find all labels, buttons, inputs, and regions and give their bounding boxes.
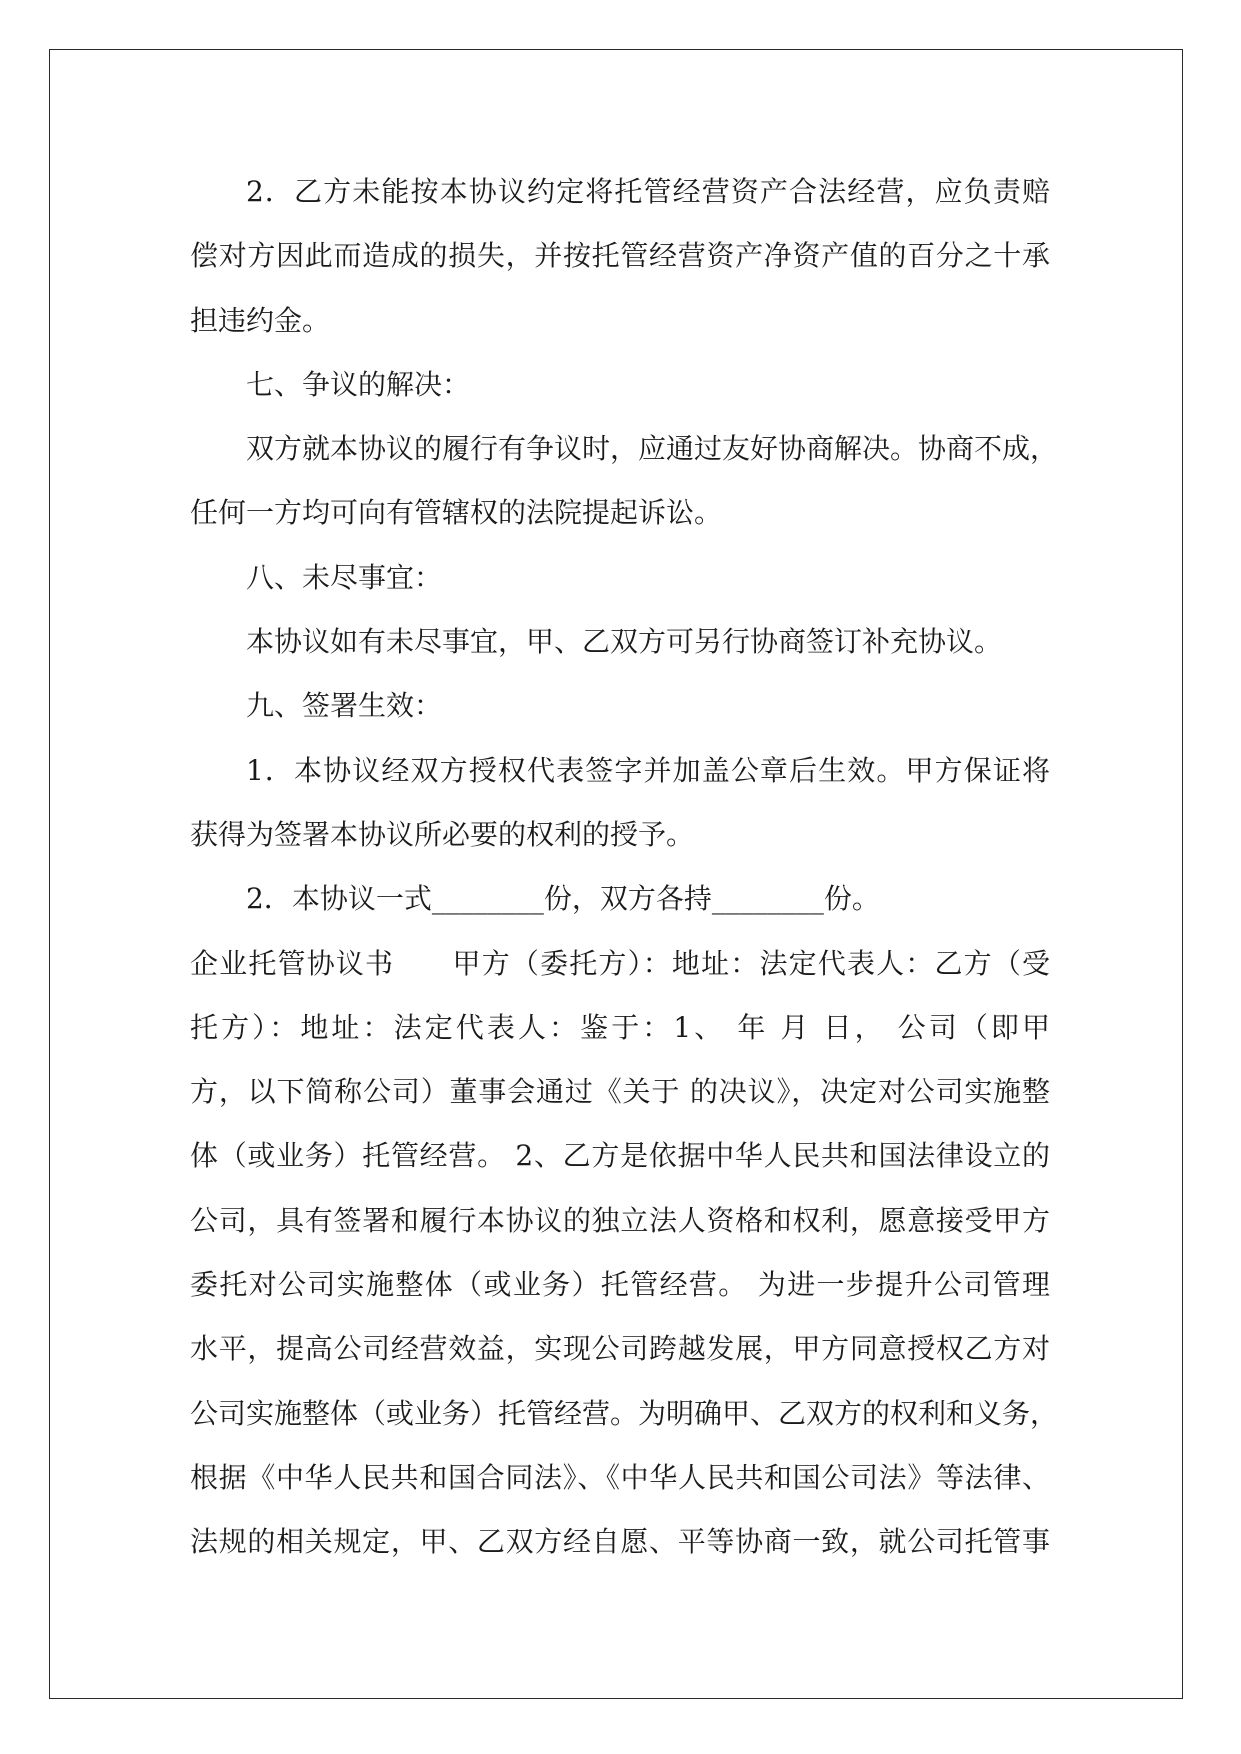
clause-9-1 bbox=[190, 739, 1050, 868]
text-line: 本协议如有未尽事宜，甲、乙双方可另行协商签订补充协议。 bbox=[246, 625, 1003, 659]
text-line: 双方就本协议的履行有争议时，应通过友好协商解决。协商不成， bbox=[246, 432, 1059, 466]
section-heading: 九、签署生效： bbox=[246, 689, 443, 723]
text-line: 担违约金。 bbox=[190, 303, 331, 337]
heading-dispute-resolution bbox=[190, 353, 1050, 417]
text-line: 托方）：地址：法定代表人：鉴于：1、 年 月 日， 公司（即甲 bbox=[190, 1010, 1050, 1044]
heading-signing-effect bbox=[190, 674, 1050, 738]
text-line: 2．本协议一式________份，双方各持________份。 bbox=[246, 882, 880, 916]
document-body bbox=[190, 160, 1059, 1575]
text-line: 水平，提高公司经营效益，实现公司跨越发展，甲方同意授权乙方对 bbox=[190, 1332, 1050, 1366]
text-line: 公司实施整体（或业务）托管经营。为明确甲、乙双方的权利和义务， bbox=[190, 1396, 1059, 1430]
text-line: 法规的相关规定，甲、乙双方经自愿、平等协商一致，就公司托管事 bbox=[190, 1525, 1050, 1559]
text-line: 公司，具有签署和履行本协议的独立法人资格和权利，愿意接受甲方 bbox=[190, 1203, 1050, 1237]
text-line: 偿对方因此而造成的损失，并按托管经营资产净资产值的百分之十承 bbox=[190, 239, 1050, 273]
section-heading: 八、未尽事宜： bbox=[246, 560, 443, 594]
text-line: 1．本协议经双方授权代表签字并加盖公章后生效。甲方保证将 bbox=[246, 753, 1050, 787]
heading-outstanding-matters bbox=[190, 546, 1050, 610]
text-line: 任何一方均可向有管辖权的法院提起诉讼。 bbox=[190, 496, 723, 530]
text-line: 委托对公司实施整体（或业务）托管经营。 为进一步提升公司管理 bbox=[190, 1268, 1050, 1302]
section-heading: 七、争议的解决： bbox=[246, 367, 471, 401]
text-line: 获得为签署本协议所必要的权利的授予。 bbox=[190, 817, 695, 851]
text-line: 根据《中华人民共和国合同法》、《中华人民共和国公司法》等法律、 bbox=[190, 1460, 1050, 1494]
clause-8-body bbox=[190, 610, 1050, 674]
clause-7-body bbox=[190, 417, 1059, 546]
clause-9-2 bbox=[190, 867, 1050, 931]
text-line: 2．乙方未能按本协议约定将托管经营资产合法经营，应负责赔 bbox=[246, 175, 1050, 208]
agreement-intro bbox=[190, 932, 1059, 1575]
clause-6-2 bbox=[190, 160, 1050, 353]
text-line: 体（或业务）托管经营。 2、乙方是依据中华人民共和国法律设立的 bbox=[190, 1139, 1050, 1173]
text-line: 方，以下简称公司）董事会通过《关于 的决议》，决定对公司实施整 bbox=[190, 1075, 1050, 1109]
text-line: 企业托管协议书 甲方（委托方）：地址：法定代表人：乙方（受 bbox=[190, 946, 1050, 980]
